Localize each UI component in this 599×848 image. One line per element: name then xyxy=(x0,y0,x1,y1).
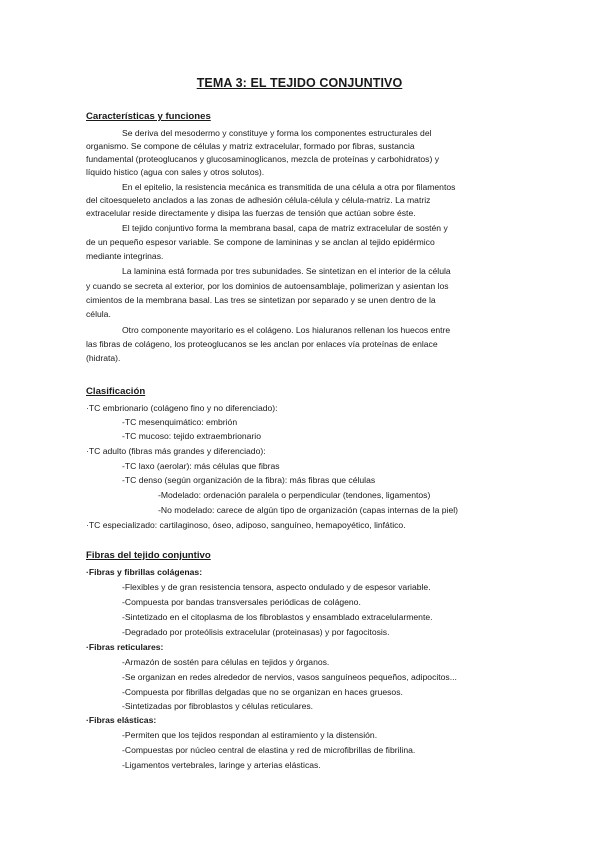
list-item: -Permiten que los tejidos respondan al estiramiento y la distensión. xyxy=(122,730,378,740)
list-item: -Ligamentos vertebrales, laringe y arterias elásticas. xyxy=(122,760,321,770)
list-item: ·TC adulto (fibras más grandes y diferenciado): xyxy=(86,446,266,456)
paragraph-line: líquido histico (agua con sales y otros solutos). xyxy=(86,167,265,177)
paragraph-line: organismo. Se compone de células y matriz extracelular, formado por fibras, sustancia xyxy=(86,141,415,151)
list-item: -Compuestas por núcleo central de elastina y red de microfibrillas de fibrilina. xyxy=(122,745,416,755)
page-title: TEMA 3: EL TEJIDO CONJUNTIVO xyxy=(196,76,403,90)
list-item: -Modelado: ordenación paralela o perpendicular (tendones, ligamentos) xyxy=(158,490,431,500)
paragraph-line: del citoesqueleto anclados a las zonas de adhesión célula-célula y célula-matriz. La matriz xyxy=(86,195,431,205)
list-item: ·TC embrionario (colágeno fino y no diferenciado): xyxy=(86,403,278,413)
paragraph-line: y cuando se secreta al exterior, por los dominios de autoensamblaje, polimerizan y asientan los xyxy=(86,281,449,291)
list-item: -TC denso (según organización de la fibra): más fibras que células xyxy=(122,475,376,485)
paragraph-line: las fibras de colágeno, los proteoglucanos se les anclan por enlaces vía proteínas de enlace xyxy=(86,339,438,349)
list-item: -TC mucoso: tejido extraembrionario xyxy=(122,431,261,441)
list-item: -No modelado: carece de algún tipo de organización (capas internas de la piel) xyxy=(158,505,459,515)
paragraph-line: mediante integrinas. xyxy=(86,251,164,261)
paragraph-line: En el epitelio, la resistencia mecánica es transmitida de una célula a otra por filamentos xyxy=(122,182,456,192)
subheading-reticulares: ·Fibras reticulares: xyxy=(86,642,164,652)
heading-fibras: Fibras del tejido conjuntivo xyxy=(86,550,211,561)
list-item: -Flexibles y de gran resistencia tensora, aspecto ondulado y de espesor variable. xyxy=(122,582,431,592)
subheading-colagenas: ·Fibras y fibrillas colágenas: xyxy=(86,567,203,577)
list-item: ·TC especializado: cartilaginoso, óseo, adiposo, sanguíneo, hemapoyético, linfático. xyxy=(86,520,406,530)
paragraph-line: fundamental (proteoglucanos y glucosaminoglicanos, mezcla de proteínas y carbohidratos) y xyxy=(86,154,440,164)
paragraph-line: célula. xyxy=(86,309,111,319)
list-item: -Sintetizadas por fibroblastos y células reticulares. xyxy=(122,701,314,711)
paragraph-line: Se deriva del mesodermo y constituye y forma los componentes estructurales del xyxy=(122,128,432,138)
list-item: -Se organizan en redes alrededor de nervios, vasos sanguíneos pequeños, adipocitos... xyxy=(122,672,457,682)
list-item: -TC mesenquimático: embrión xyxy=(122,417,238,427)
paragraph-line: El tejido conjuntivo forma la membrana basal, capa de matriz extracelular de sostén y xyxy=(122,223,448,233)
list-item: -Sintetizado en el citoplasma de los fibroblastos y ensamblado extracelularmente. xyxy=(122,612,433,622)
list-item: -Degradado por proteólisis extracelular (proteinasas) y por fagocitosis. xyxy=(122,627,390,637)
paragraph-line: cimientos de la membrana basal. Las tres se sintetizan por separado y se unen dentro de la xyxy=(86,295,436,305)
heading-clasificacion: Clasificación xyxy=(86,386,146,397)
list-item: -TC laxo (aerolar): más células que fibras xyxy=(122,461,280,471)
list-item: -Compuesta por bandas transversales periódicas de colágeno. xyxy=(122,597,361,607)
list-item: -Compuesta por fibrillas delgadas que no se organizan en haces gruesos. xyxy=(122,687,403,697)
paragraph-line: Otro componente mayoritario es el colágeno. Los hialuranos rellenan los huecos entre xyxy=(122,325,451,335)
paragraph-line: La laminina está formada por tres subunidades. Se sintetizan en el interior de la célula xyxy=(122,266,451,276)
heading-caracteristicas: Características y funciones xyxy=(86,111,211,122)
subheading-elasticas: ·Fibras elásticas: xyxy=(86,715,157,725)
paragraph-line: (hidrata). xyxy=(86,353,121,363)
list-item: -Armazón de sostén para células en tejidos y órganos. xyxy=(122,657,330,667)
paragraph-line: extracelular reside directamente y disipa las fuerzas de tensión que actúan sobre éste. xyxy=(86,208,416,218)
paragraph-line: de un pequeño espesor variable. Se compone de lamininas y se anclan al tejido epidérmico xyxy=(86,237,435,247)
